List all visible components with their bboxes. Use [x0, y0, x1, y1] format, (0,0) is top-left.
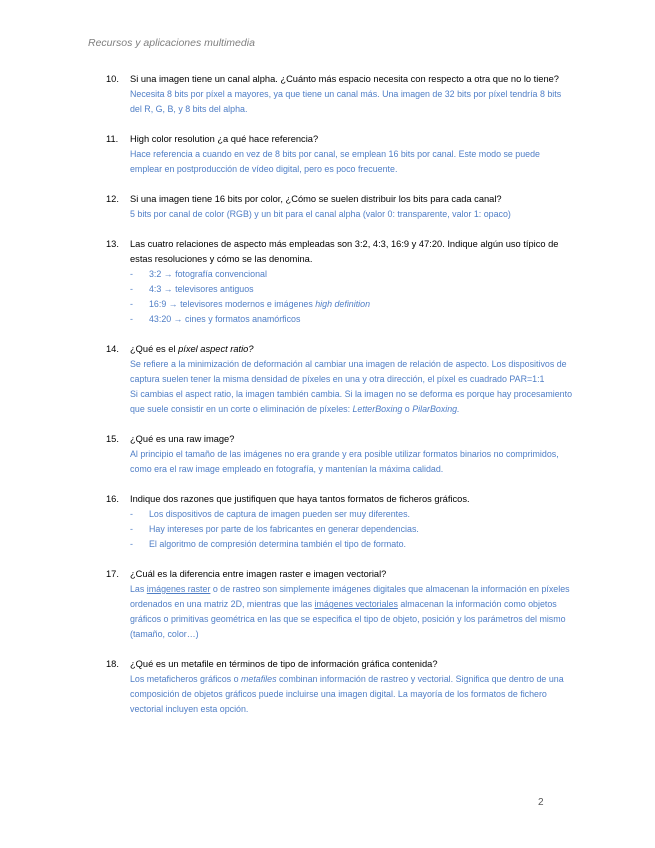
answer-text: Las imágenes raster o de rastreo son simplemente imágenes digitales que almacenan la información en píxeles ordenados en una matriz 2D, mientras que las imágenes vectoriales almacenan la información como objetos gráficos o primitivas geométrica en las que se especifica el tipo de objeto, posición y los parámetros del mismo (tamaño, color…) [130, 584, 570, 639]
answer-text: 5 bits por canal de color (RGB) y un bit para el canal alpha (valor 0: transparente, valor 1: opaco) [130, 209, 511, 219]
question-text: Si una imagen tiene un canal alpha. ¿Cuánto más espacio necesita con respecto a otra que no lo tiene? [130, 74, 559, 84]
answer-text: Hace referencia a cuando en vez de 8 bits por canal, se emplean 16 bits por canal. Este modo se puede emplear en postproducción de vídeo digital, pero es poco frecuente. [130, 149, 540, 174]
question-16 [106, 492, 572, 552]
question-number: 14. [106, 344, 119, 354]
list-item: - 16:9 → televisores modernos e imágenes high definition [130, 299, 371, 309]
question-number: 13. [106, 239, 119, 249]
question-number: 16. [106, 494, 119, 504]
list-item: - 4:3 → televisores antiguos [130, 284, 254, 294]
list-item: - Los dispositivos de captura de imagen pueden ser muy diferentes. [130, 509, 410, 519]
list-item: - 43:20 → cines y formatos anamórficos [130, 314, 301, 324]
question-text: Las cuatro relaciones de aspecto más empleadas son 3:2, 4:3, 16:9 y 47:20. Indique algún uso típico de estas resoluciones y cómo se las denomina. [130, 239, 559, 264]
question-13 [106, 237, 572, 327]
question-text: Si una imagen tiene 16 bits por color, ¿Cómo se suelen distribuir los bits para cada canal? [130, 194, 502, 204]
question-text: ¿Qué es el píxel aspect ratio? [130, 344, 254, 354]
question-text: ¿Qué es una raw image? [130, 434, 235, 444]
page-header: Recursos y aplicaciones multimedia [88, 37, 255, 49]
question-text: Indique dos razones que justifiquen que haya tantos formatos de ficheros gráficos. [130, 494, 470, 504]
list-item: - Hay intereses por parte de los fabricantes en generar dependencias. [130, 524, 419, 534]
list-item: - 3:2 → fotografía convencional [130, 269, 267, 279]
question-18 [106, 657, 572, 717]
answer-text: Al principio el tamaño de las imágenes no era grande y era posible utilizar formatos binarios no comprimidos, como era el raw image empleado en fotografía, y mantenían la máxima calidad. [130, 449, 559, 474]
answer-text: Los metaficheros gráficos o metafiles combinan información de rastreo y vectorial. Significa que dentro de una composición de objetos gráficos puede incluirse una imagen digital. La mayoría de los formatos de fichero vectorial incluyen esta opción. [130, 674, 564, 714]
list-item: - El algoritmo de compresión determina también el tipo de formato. [130, 539, 407, 549]
question-number: 12. [106, 194, 119, 204]
question-14 [106, 342, 572, 417]
question-number: 17. [106, 569, 119, 579]
question-10 [106, 72, 572, 117]
question-text: ¿Cuál es la diferencia entre imagen raster e imagen vectorial? [130, 569, 387, 579]
question-11 [106, 132, 572, 177]
question-15 [106, 432, 572, 477]
question-number: 18. [106, 659, 119, 669]
question-number: 15. [106, 434, 119, 444]
question-17 [106, 567, 572, 642]
question-text: High color resolution ¿a qué hace referencia? [130, 134, 319, 144]
question-number: 10. [106, 74, 119, 84]
question-list [106, 72, 572, 732]
question-12 [106, 192, 572, 222]
answer-text: Se refiere a la minimización de deformación al cambiar una imagen de relación de aspecto. Los dispositivos de captura suelen tener la misma densidad de píxeles en una y otra dirección, el píxel es cuadrado PAR=1:1 Si cambias el aspect ratio, la imagen también cambia. Si la imagen no se deforma es porque hay procesamiento que suele consistir en un corte o eliminación de píxeles: LetterBoxing o PilarBoxing. [130, 359, 573, 414]
page-number: 2 [538, 797, 544, 808]
question-text: ¿Qué es un metafile en términos de tipo de información gráfica contenida? [130, 659, 438, 669]
answer-text: Necesita 8 bits por píxel a mayores, ya que tiene un canal más. Una imagen de 32 bits por píxel tendría 8 bits del R, G, B, y 8 bits del alpha. [130, 89, 562, 114]
answer-list [130, 507, 572, 552]
question-number: 11. [106, 134, 119, 144]
answer-list [130, 267, 572, 327]
